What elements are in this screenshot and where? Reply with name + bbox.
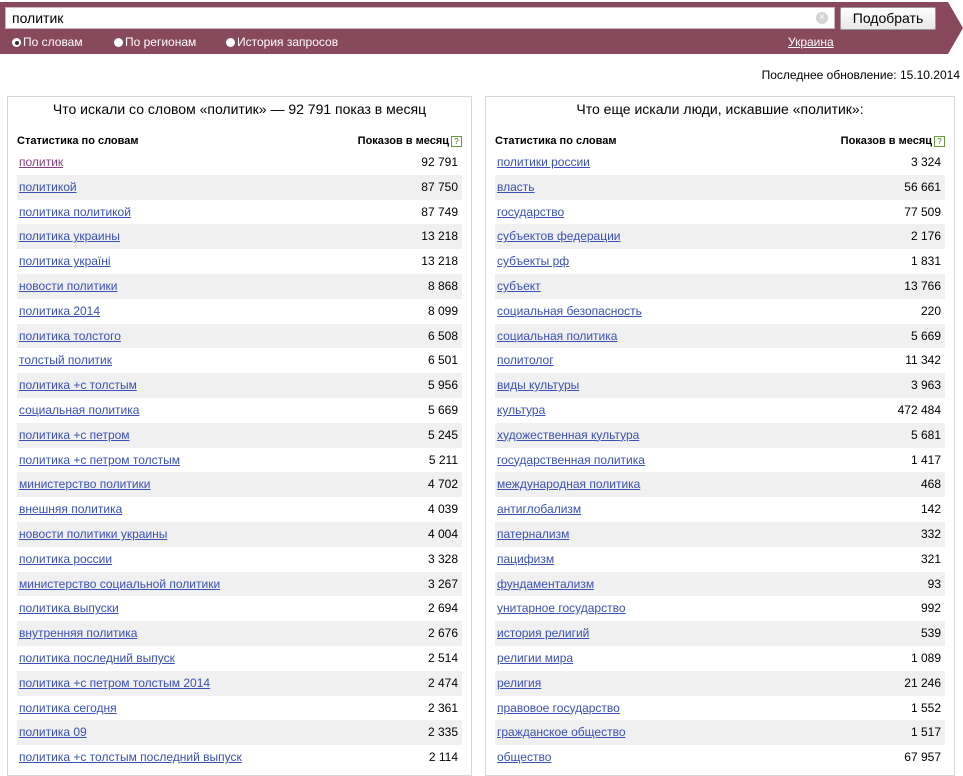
impressions-count: 539 [920,626,941,641]
table-row [495,572,945,597]
impressions-count: 5 211 [428,452,458,467]
impressions-count: 92 791 [421,155,458,169]
table-row [17,299,462,324]
impressions-count: 8 099 [427,303,458,318]
phrase-link[interactable]: международная политика [497,477,641,492]
table-row [17,373,462,398]
table-row [495,596,945,621]
table-row [17,398,462,423]
column-header [17,135,462,149]
help-icon[interactable]: ? [451,136,462,147]
table-row [17,497,462,522]
table-row [495,348,945,373]
table-row [495,522,945,547]
search-bar-arrow [948,2,963,54]
radio-checked-icon [12,38,21,47]
phrase-link[interactable]: унитарное государство [497,601,626,616]
phrase-link[interactable]: религии мира [497,650,574,665]
column-header-phrase: Статистика по словам [495,135,617,147]
radio-label: По регионам [125,35,197,49]
impressions-count: 2 114 [428,750,458,765]
impressions-count: 472 484 [897,402,941,417]
table-row [495,547,945,572]
phrase-link[interactable]: правовое государство [497,700,620,715]
phrase-link[interactable]: политика украины [19,229,120,244]
phrase-link[interactable]: политика 09 [19,725,87,740]
phrase-link[interactable]: политика +с толстым последний выпуск [19,750,242,765]
impressions-count: 2 176 [910,229,941,244]
impressions-count: 3 267 [427,576,458,591]
impressions-count: 5 956 [427,378,458,393]
search-input[interactable] [5,7,835,29]
impressions-count: 87 750 [421,179,458,194]
table-row [17,720,462,745]
phrase-link[interactable]: внутренняя политика [19,626,138,641]
table-row [17,348,462,373]
table-row [17,621,462,646]
phrase-link[interactable]: политика последний выпуск [19,650,175,665]
help-icon[interactable]: ? [934,136,945,147]
table-row [495,324,945,349]
panel-words-with-query [7,96,472,776]
phrase-link[interactable]: внешняя политика [19,502,123,517]
radio-by-words[interactable] [12,35,83,49]
impressions-count: 1 552 [910,700,941,715]
table-row [495,175,945,200]
impressions-count: 2 694 [427,601,458,616]
phrase-link[interactable]: политика толстого [19,328,121,343]
impressions-count: 2 514 [427,650,458,665]
column-header-phrase: Статистика по словам [17,135,139,147]
column-header-count [841,135,945,147]
impressions-count: 56 661 [904,179,941,194]
table-row [17,423,462,448]
phrase-link[interactable]: политика выпуски [19,601,119,616]
table-row [495,671,945,696]
impressions-count: 2 474 [427,675,458,690]
impressions-count: 3 324 [910,155,941,169]
phrase-link[interactable]: история религий [497,626,590,641]
impressions-count: 13 766 [904,278,941,293]
table-row [17,274,462,299]
impressions-count: 2 676 [427,626,458,641]
table-row [17,175,462,200]
table-row [17,448,462,473]
table-row [17,671,462,696]
table-row [495,472,945,497]
phrase-link[interactable]: политика +с петром [19,427,130,442]
results-list [495,150,945,770]
phrase-link[interactable]: политика +с толстым [19,378,137,393]
impressions-count: 3 328 [427,551,458,566]
impressions-count: 220 [920,303,941,318]
phrase-link[interactable]: политики россии [497,155,590,169]
table-row [17,224,462,249]
phrase-link[interactable]: религия [497,675,542,690]
radio-by-regions[interactable] [114,35,196,49]
table-row [495,150,945,175]
phrase-link[interactable]: социальная политика [19,402,140,417]
table-row [17,696,462,721]
phrase-link[interactable]: государство [497,204,565,219]
impressions-count: 21 246 [904,675,941,690]
phrase-link[interactable]: политика политикой [19,204,131,219]
phrase-link[interactable]: пацифизм [497,551,555,566]
impressions-count: 8 868 [427,278,458,293]
impressions-count: 5 669 [427,402,458,417]
phrase-link[interactable]: субъект [497,278,541,293]
impressions-count: 4 702 [427,477,458,492]
column-header-count-label: Показов в месяц [357,135,449,147]
table-row [17,745,462,770]
phrase-link[interactable]: новости политики украины [19,526,168,541]
impressions-count: 4 004 [427,526,458,541]
panel-related-queries [485,96,955,776]
phrase-link[interactable]: власть [497,179,535,194]
table-row [495,720,945,745]
impressions-count: 1 517 [910,725,941,740]
impressions-count: 87 749 [421,204,458,219]
impressions-count: 11 342 [905,353,941,368]
impressions-count: 6 501 [427,353,458,368]
phrase-link[interactable]: антиглобализм [497,502,582,517]
impressions-count: 93 [927,576,941,591]
phrase-link[interactable]: субъекты рф [497,254,570,269]
table-row [495,497,945,522]
radio-label: История запросов [237,35,339,49]
phrase-link[interactable]: гражданское общество [497,725,626,740]
impressions-count: 77 509 [904,204,941,219]
table-row [495,696,945,721]
table-row [495,423,945,448]
column-header [495,135,945,149]
phrase-link[interactable]: государственная политика [497,452,645,467]
phrase-link[interactable]: политика +с петром толстым 2014 [19,675,211,690]
phrase-link[interactable]: социальная политика [497,328,618,343]
phrase-link[interactable]: общество [497,750,552,765]
impressions-count: 3 963 [910,378,941,393]
impressions-count: 4 039 [427,502,458,517]
radio-icon [114,38,123,47]
table-row [495,224,945,249]
column-header-count-label: Показов в месяц [840,135,932,147]
phrase-link[interactable]: политика україні [19,254,111,269]
submit-button[interactable]: Подобрать [840,7,936,30]
phrase-link[interactable]: политика 2014 [19,303,101,318]
impressions-count: 992 [920,601,941,616]
impressions-count: 6 508 [427,328,458,343]
impressions-count: 1 417 [910,452,941,467]
radio-query-history[interactable] [226,35,338,49]
table-row [495,745,945,770]
clear-icon[interactable]: × [816,12,828,24]
impressions-count: 13 218 [421,229,458,244]
column-header-count [358,135,462,147]
table-row [17,150,462,175]
phrase-link[interactable]: политикой [19,179,77,194]
region-link[interactable]: Украина [788,35,834,49]
phrase-link[interactable]: субъектов федерации [497,229,621,244]
table-row [17,522,462,547]
phrase-link[interactable]: политика +с петром толстым [19,452,181,467]
table-row [17,324,462,349]
impressions-count: 2 361 [427,700,458,715]
impressions-count: 5 245 [427,427,458,442]
impressions-count: 142 [920,502,941,517]
table-row [17,547,462,572]
phrase-link[interactable]: патернализм [497,526,570,541]
phrase-link[interactable]: художественная культура [497,427,640,442]
phrase-link[interactable]: новости политики [19,278,118,293]
table-row [495,249,945,274]
table-row [495,200,945,225]
table-row [17,646,462,671]
table-row [495,299,945,324]
phrase-link[interactable]: культура [497,402,546,417]
table-row [17,596,462,621]
radio-icon [226,38,235,47]
table-row [495,398,945,423]
phrase-link[interactable]: политика сегодня [19,700,117,715]
phrase-link[interactable]: социальная безопасность [497,303,642,318]
table-row [495,646,945,671]
table-row [495,621,945,646]
impressions-count: 468 [920,477,941,492]
results-list [17,150,462,770]
table-row [17,472,462,497]
phrase-link[interactable]: политолог [497,353,554,368]
table-row [17,249,462,274]
impressions-count: 5 681 [910,427,941,442]
search-bar [0,0,963,56]
impressions-count: 5 669 [910,328,941,343]
phrase-link[interactable]: министерство социальной политики [19,576,221,591]
table-row [495,274,945,299]
radio-label: По словам [23,35,83,49]
table-row [495,373,945,398]
last-updated: Последнее обновление: 15.10.2014 [761,68,960,82]
table-row [17,200,462,225]
phrase-link[interactable]: политик [19,155,64,169]
phrase-link[interactable]: толстый политик [19,353,112,368]
impressions-count: 13 218 [421,254,458,269]
impressions-count: 321 [920,551,941,566]
impressions-count: 67 957 [904,750,941,765]
phrase-link[interactable]: фундаментализм [497,576,595,591]
phrase-link[interactable]: министерство политики [19,477,151,492]
phrase-link[interactable]: виды культуры [497,378,580,393]
impressions-count: 2 335 [427,725,458,740]
panel-title: Что еще искали люди, искавшие «политик»: [576,101,864,117]
impressions-count: 332 [920,526,941,541]
phrase-link[interactable]: политика россии [19,551,113,566]
impressions-count: 1 089 [910,650,941,665]
panel-title: Что искали со словом «политик» — 92 791 показ в месяц [52,101,427,117]
table-row [495,448,945,473]
impressions-count: 1 831 [910,254,941,269]
table-row [17,572,462,597]
